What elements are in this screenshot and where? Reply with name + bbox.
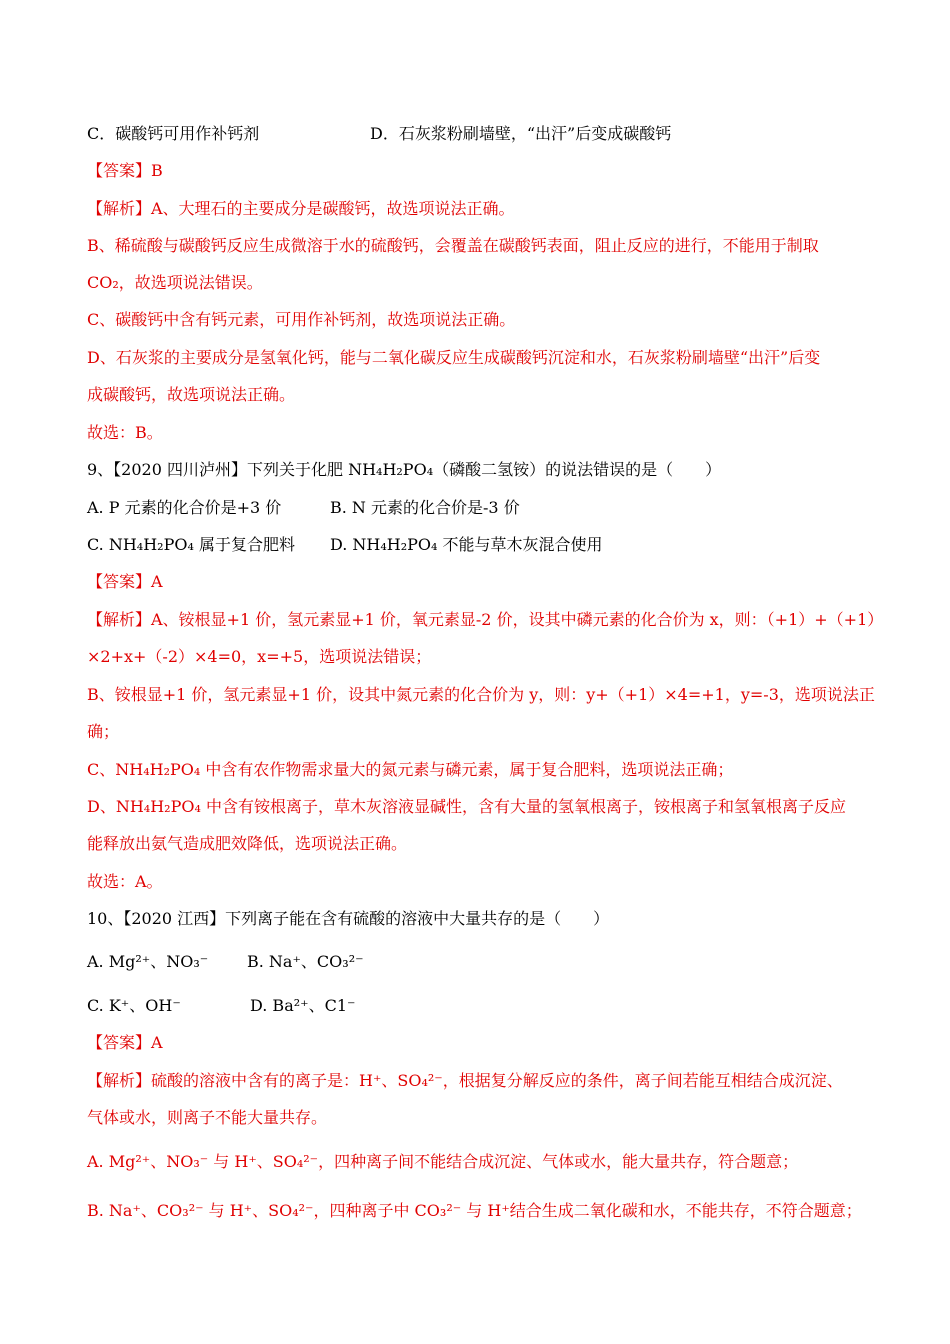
q9-analysis-7: 能释放出氨气造成肥效降低，选项说法正确。 <box>87 834 408 853</box>
q10-analysis-3: A. Mg²⁺、NO₃⁻ 与 H⁺、SO₄²⁻，四种离子间不能结合成沉淀、气体或水，能大量共存，符合题意； <box>87 1152 799 1171</box>
q9-analysis-4: 确； <box>87 722 120 741</box>
q9-analysis-3: B、铵根显+1 价，氢元素显+1 价，设其中氮元素的化合价为 y，则：y+（+1）×4=+1，y=-3，选项说法正 <box>87 685 875 704</box>
q9-analysis-6: D、NH₄H₂PO₄ 中含有铵根离子，草木灰溶液显碱性，含有大量的氢氧根离子，铵根离子和氢氧根离子反应 <box>87 797 846 816</box>
q8-option-c: C．碳酸钙可用作补钙剂 <box>87 124 260 143</box>
q9-option-c: C. NH₄H₂PO₄ 属于复合肥料 <box>87 535 295 554</box>
q9-option-d: D. NH₄H₂PO₄ 不能与草木灰混合使用 <box>330 535 603 554</box>
q9-stem: 9、【2020 四川泸州】下列关于化肥 NH₄H₂PO₄（磷酸二氢铵）的说法错误的是（ ） <box>87 460 722 479</box>
q8-analysis-6: 成碳酸钙，故选项说法正确。 <box>87 385 296 404</box>
q10-option-a: A. Mg²⁺、NO₃⁻ <box>87 952 209 971</box>
q8-final: 故选：B。 <box>87 423 163 442</box>
q8-analysis-1: 【解析】A、大理石的主要成分是碳酸钙，故选项说法正确。 <box>87 199 515 218</box>
q10-option-d: D. Ba²⁺、C1⁻ <box>250 996 356 1015</box>
q9-answer: 【答案】A <box>87 572 163 591</box>
q8-analysis-5: D、石灰浆的主要成分是氢氧化钙，能与二氧化碳反应生成碳酸钙沉淀和水，石灰浆粉刷墙壁“出汗”后变 <box>87 348 821 367</box>
q10-analysis-1: 【解析】硫酸的溶液中含有的离子是：H⁺、SO₄²⁻，根据复分解反应的条件，离子间若能互相结合成沉淀、 <box>87 1071 843 1090</box>
q9-analysis-5: C、NH₄H₂PO₄ 中含有农作物需求量大的氮元素与磷元素，属于复合肥料，选项说法正确； <box>87 760 734 779</box>
q8-analysis-2: B、稀硫酸与碳酸钙反应生成微溶于水的硫酸钙，会覆盖在碳酸钙表面，阻止反应的进行，不能用于制取 <box>87 236 819 255</box>
q8-answer: 【答案】B <box>87 161 163 180</box>
q9-final: 故选：A。 <box>87 872 163 891</box>
q10-analysis-2: 气体或水，则离子不能大量共存。 <box>87 1108 328 1127</box>
q9-analysis-2: ×2+x+（-2）×4=0，x=+5，选项说法错误； <box>87 647 432 666</box>
q10-answer: 【答案】A <box>87 1033 163 1052</box>
q8-option-d: D．石灰浆粉刷墙壁，“出汗”后变成碳酸钙 <box>370 124 672 143</box>
q10-analysis-4: B. Na⁺、CO₃²⁻ 与 H⁺、SO₄²⁻，四种离子中 CO₃²⁻ 与 H⁺结合生成二氧化碳和水，不能共存，不符合题意； <box>87 1201 862 1220</box>
q10-stem: 10、【2020 江西】下列离子能在含有硫酸的溶液中大量共存的是（ ） <box>87 909 610 928</box>
q10-option-b: B. Na⁺、CO₃²⁻ <box>247 952 364 971</box>
q8-analysis-3: CO₂，故选项说法错误。 <box>87 273 263 292</box>
q10-option-c: C. K⁺、OH⁻ <box>87 996 181 1015</box>
q8-analysis-4: C、碳酸钙中含有钙元素，可用作补钙剂，故选项说法正确。 <box>87 310 516 329</box>
q9-option-a: A. P 元素的化合价是+3 价 <box>87 498 282 517</box>
q9-option-b: B. N 元素的化合价是-3 价 <box>330 498 520 517</box>
q9-analysis-1: 【解析】A、铵根显+1 价，氢元素显+1 价，氧元素显-2 价，设其中磷元素的化合价为 x，则：（+1）+（+1） <box>87 610 884 629</box>
